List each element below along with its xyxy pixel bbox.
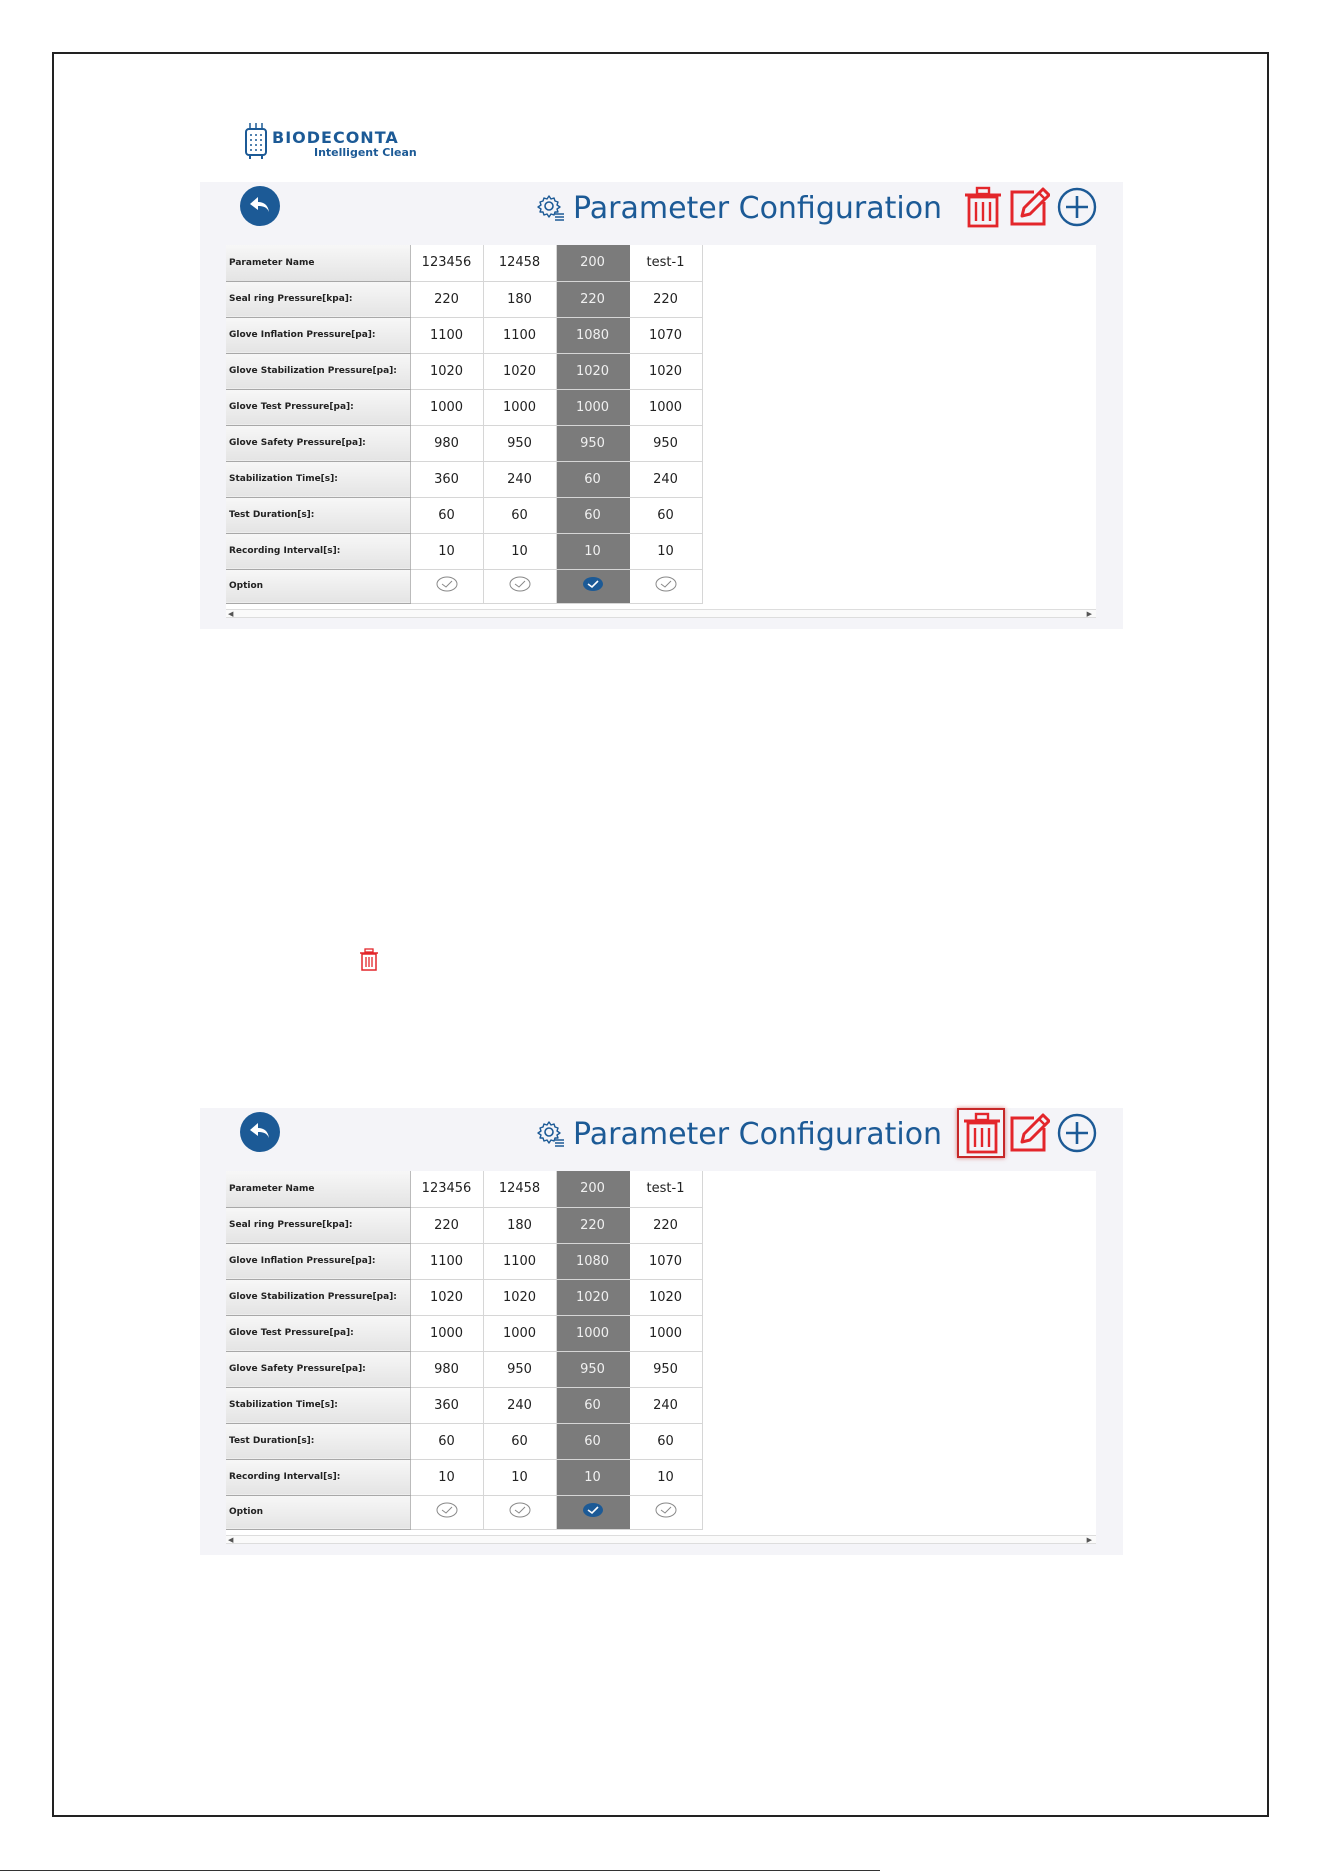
- scroll-left-icon[interactable]: ◀: [228, 1536, 234, 1544]
- brand-logo: [244, 120, 444, 164]
- table-cell[interactable]: 60: [483, 1423, 556, 1459]
- option-select-cell[interactable]: [410, 1495, 483, 1529]
- table-cell[interactable]: 1100: [483, 317, 556, 353]
- table-cell[interactable]: 60: [483, 497, 556, 533]
- row-label: Glove Test Pressure[pa]:: [226, 1315, 410, 1351]
- plus-circle-icon: [1056, 1112, 1098, 1154]
- plus-circle-icon: [1056, 186, 1098, 228]
- table-cell[interactable]: 1000: [556, 1315, 629, 1351]
- table-cell[interactable]: 220: [410, 1207, 483, 1243]
- option-select-cell[interactable]: [556, 1495, 629, 1529]
- table-cell[interactable]: 950: [629, 1351, 702, 1387]
- table-cell[interactable]: 1000: [556, 389, 629, 425]
- page-title-group: [537, 190, 942, 226]
- table-cell[interactable]: 220: [629, 1207, 702, 1243]
- table-cell[interactable]: 240: [629, 1387, 702, 1423]
- column-header[interactable]: test-1: [629, 1171, 702, 1207]
- cabinet-icon: [244, 122, 268, 160]
- checked-circle-icon: [582, 576, 604, 592]
- column-header[interactable]: 123456: [410, 1171, 483, 1207]
- table-cell[interactable]: 1020: [629, 353, 702, 389]
- option-select-cell[interactable]: [483, 1495, 556, 1529]
- gear-icon: [537, 194, 565, 222]
- option-row: [226, 1495, 702, 1529]
- footer-rule: [0, 1870, 880, 1871]
- back-button[interactable]: [240, 1112, 280, 1152]
- table-cell[interactable]: 1020: [556, 1279, 629, 1315]
- table-cell[interactable]: 220: [629, 281, 702, 317]
- edit-icon: [1008, 186, 1050, 228]
- table-cell[interactable]: 1020: [483, 353, 556, 389]
- table-row: [226, 1315, 702, 1351]
- edit-button[interactable]: [1008, 186, 1050, 228]
- table-cell[interactable]: 1080: [556, 1243, 629, 1279]
- table-cell[interactable]: 980: [410, 425, 483, 461]
- table-cell[interactable]: 180: [483, 281, 556, 317]
- scroll-right-icon[interactable]: ▶: [1086, 1536, 1092, 1544]
- back-button[interactable]: [240, 186, 280, 226]
- add-button[interactable]: [1056, 1112, 1098, 1154]
- edit-button[interactable]: [1008, 1112, 1050, 1154]
- table-cell[interactable]: 60: [629, 1423, 702, 1459]
- table-row: [226, 1387, 702, 1423]
- row-label: Glove Stabilization Pressure[pa]:: [226, 353, 410, 389]
- add-button[interactable]: [1056, 186, 1098, 228]
- parameter-config-screen: [200, 1108, 1123, 1555]
- unchecked-circle-icon: [436, 576, 458, 592]
- table-cell[interactable]: 60: [410, 497, 483, 533]
- delete-button[interactable]: [957, 1108, 1005, 1158]
- horizontal-scrollbar[interactable]: [226, 609, 1096, 618]
- table-cell[interactable]: 950: [483, 1351, 556, 1387]
- unchecked-circle-icon: [436, 1502, 458, 1518]
- table-row: [226, 317, 702, 353]
- table-cell[interactable]: 1070: [629, 317, 702, 353]
- table-cell[interactable]: 240: [629, 461, 702, 497]
- trash-icon: [358, 948, 380, 972]
- table-row: [226, 1279, 702, 1315]
- row-label: Test Duration[s]:: [226, 497, 410, 533]
- option-row: [226, 569, 702, 603]
- table-cell[interactable]: 950: [556, 425, 629, 461]
- brand-name: BIODECONTA: [272, 128, 399, 147]
- table-cell[interactable]: 950: [629, 425, 702, 461]
- parameter-table: [226, 1171, 703, 1530]
- horizontal-scrollbar[interactable]: [226, 1535, 1096, 1544]
- table-cell[interactable]: 360: [410, 461, 483, 497]
- table-row: [226, 533, 702, 569]
- column-header[interactable]: 12458: [483, 245, 556, 281]
- table-cell[interactable]: 10: [410, 1459, 483, 1495]
- table-row: [226, 1459, 702, 1495]
- row-label: Glove Safety Pressure[pa]:: [226, 1351, 410, 1387]
- page-title-group: [537, 1116, 942, 1152]
- page-title: Parameter Configuration: [573, 1116, 943, 1152]
- table-row: [226, 425, 702, 461]
- table-cell[interactable]: 10: [629, 1459, 702, 1495]
- row-label: Stabilization Time[s]:: [226, 461, 410, 497]
- table-cell[interactable]: 240: [483, 1387, 556, 1423]
- table-cell[interactable]: 10: [483, 533, 556, 569]
- row-label: Parameter Name: [226, 1171, 410, 1207]
- row-label: Stabilization Time[s]:: [226, 1387, 410, 1423]
- table-cell[interactable]: 1020: [629, 1279, 702, 1315]
- table-area: [226, 1171, 1096, 1544]
- gear-icon: [537, 1120, 565, 1148]
- table-cell[interactable]: 10: [410, 533, 483, 569]
- table-row: [226, 1207, 702, 1243]
- option-select-cell[interactable]: [629, 1495, 702, 1529]
- table-cell[interactable]: 1000: [410, 1315, 483, 1351]
- back-arrow-icon: [248, 194, 272, 218]
- row-label: Recording Interval[s]:: [226, 533, 410, 569]
- row-label: Recording Interval[s]:: [226, 1459, 410, 1495]
- table-cell[interactable]: 60: [410, 1423, 483, 1459]
- table-cell[interactable]: 1020: [410, 353, 483, 389]
- table-header-row: [226, 245, 702, 281]
- table-row: [226, 1351, 702, 1387]
- table-cell[interactable]: 220: [410, 281, 483, 317]
- table-cell[interactable]: 950: [483, 425, 556, 461]
- table-cell[interactable]: 360: [410, 1387, 483, 1423]
- unchecked-circle-icon: [655, 576, 677, 592]
- checked-circle-icon: [582, 1502, 604, 1518]
- table-cell[interactable]: 180: [483, 1207, 556, 1243]
- table-row: [226, 353, 702, 389]
- table-cell[interactable]: 60: [556, 1387, 629, 1423]
- scroll-right-icon[interactable]: ▶: [1086, 610, 1092, 618]
- option-select-cell[interactable]: [556, 569, 629, 603]
- edit-icon: [1008, 1112, 1050, 1154]
- row-label: Glove Stabilization Pressure[pa]:: [226, 1279, 410, 1315]
- table-cell[interactable]: 60: [556, 497, 629, 533]
- trash-icon: [961, 1112, 1003, 1154]
- page-title: Parameter Configuration: [573, 190, 943, 226]
- table-cell[interactable]: 10: [629, 533, 702, 569]
- table-row: [226, 497, 702, 533]
- table-cell[interactable]: 1020: [556, 353, 629, 389]
- trash-icon: [962, 186, 1004, 228]
- table-cell[interactable]: 10: [556, 533, 629, 569]
- table-cell[interactable]: 60: [556, 1423, 629, 1459]
- column-header[interactable]: 200: [556, 245, 629, 281]
- table-cell[interactable]: 1000: [629, 1315, 702, 1351]
- table-header-row: [226, 1171, 702, 1207]
- scroll-left-icon[interactable]: ◀: [228, 610, 234, 618]
- table-cell[interactable]: 220: [556, 281, 629, 317]
- row-label: Seal ring Pressure[kpa]:: [226, 281, 410, 317]
- table-cell[interactable]: 1100: [410, 1243, 483, 1279]
- table-cell[interactable]: 1100: [483, 1243, 556, 1279]
- table-row: [226, 1243, 702, 1279]
- table-cell[interactable]: 10: [483, 1459, 556, 1495]
- row-label: Parameter Name: [226, 245, 410, 281]
- table-row: [226, 281, 702, 317]
- unchecked-circle-icon: [509, 1502, 531, 1518]
- table-cell[interactable]: 980: [410, 1351, 483, 1387]
- table-cell[interactable]: 1000: [483, 389, 556, 425]
- back-arrow-icon: [248, 1120, 272, 1144]
- table-cell[interactable]: 240: [483, 461, 556, 497]
- table-cell[interactable]: 60: [629, 497, 702, 533]
- column-header[interactable]: 200: [556, 1171, 629, 1207]
- option-select-cell[interactable]: [483, 569, 556, 603]
- column-header[interactable]: 123456: [410, 245, 483, 281]
- option-select-cell[interactable]: [629, 569, 702, 603]
- row-label: Glove Inflation Pressure[pa]:: [226, 317, 410, 353]
- table-cell[interactable]: 220: [556, 1207, 629, 1243]
- column-header[interactable]: 12458: [483, 1171, 556, 1207]
- table-cell[interactable]: 950: [556, 1351, 629, 1387]
- unchecked-circle-icon: [655, 1502, 677, 1518]
- row-label: Glove Safety Pressure[pa]:: [226, 425, 410, 461]
- delete-button[interactable]: [962, 186, 1004, 228]
- table-cell[interactable]: 1070: [629, 1243, 702, 1279]
- table-cell[interactable]: 1100: [410, 317, 483, 353]
- table-cell[interactable]: 10: [556, 1459, 629, 1495]
- row-label: Glove Test Pressure[pa]:: [226, 389, 410, 425]
- table-cell[interactable]: 1080: [556, 317, 629, 353]
- table-area: [226, 245, 1096, 618]
- table-row: [226, 1423, 702, 1459]
- table-cell[interactable]: 1020: [410, 1279, 483, 1315]
- table-row: [226, 389, 702, 425]
- table-cell[interactable]: 60: [556, 461, 629, 497]
- column-header[interactable]: test-1: [629, 245, 702, 281]
- table-cell[interactable]: 1000: [410, 389, 483, 425]
- row-label: Glove Inflation Pressure[pa]:: [226, 1243, 410, 1279]
- unchecked-circle-icon: [509, 576, 531, 592]
- parameter-table: [226, 245, 703, 604]
- row-label: Seal ring Pressure[kpa]:: [226, 1207, 410, 1243]
- table-cell[interactable]: 1000: [483, 1315, 556, 1351]
- row-label: Option: [226, 569, 410, 603]
- option-select-cell[interactable]: [410, 569, 483, 603]
- table-row: [226, 461, 702, 497]
- parameter-config-screen: [200, 182, 1123, 629]
- row-label: Test Duration[s]:: [226, 1423, 410, 1459]
- table-cell[interactable]: 1000: [629, 389, 702, 425]
- brand-tagline: Intelligent Clean: [314, 146, 417, 159]
- table-cell[interactable]: 1020: [483, 1279, 556, 1315]
- row-label: Option: [226, 1495, 410, 1529]
